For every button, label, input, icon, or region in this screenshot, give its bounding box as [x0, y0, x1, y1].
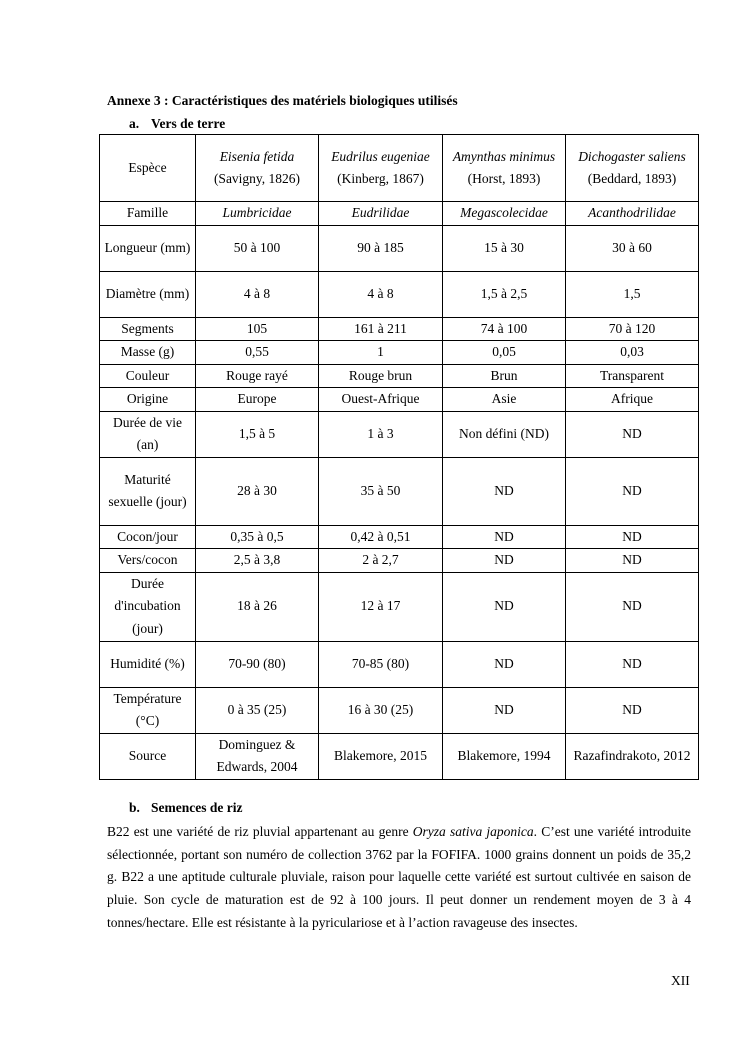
table-cell: ND [443, 572, 566, 641]
table-row [100, 733, 699, 779]
table-cell: 28 à 30 [196, 457, 319, 525]
species-cell [443, 135, 566, 202]
table-cell [566, 202, 699, 226]
row-label: Durée de vie (an) [100, 411, 196, 457]
table-cell: 35 à 50 [319, 457, 443, 525]
table-cell: 105 [196, 317, 319, 341]
species-cell [566, 135, 699, 202]
family-name: Eudrilidae [351, 205, 410, 220]
table-cell: 16 à 30 (25) [319, 687, 443, 733]
species-cell [196, 135, 319, 202]
table-cell: ND [566, 549, 699, 573]
paragraph-species: Oryza sativa japonica [412, 824, 534, 839]
section-b-title: Semences de riz [151, 800, 243, 815]
species-name: Eudrilus eugeniae [331, 148, 430, 164]
paragraph-part1: B22 est une variété de riz pluvial appartenant au genre [107, 824, 413, 839]
table-cell: 4 à 8 [196, 271, 319, 317]
table-cell: 4 à 8 [319, 271, 443, 317]
table-cell: 74 à 100 [443, 317, 566, 341]
table-cell: Europe [196, 388, 319, 412]
paragraph-part2: . C’est une variété introduite sélectionnée, portant son numéro de collection 3762 par la FOFIFA. 1000 grains donnent un poids de 35,2 g. B22 a une aptitude culturale pluviale, raison pour laquelle cette variété est surtout cultivée en saison de pluie. Son cycle de maturation est de 92 à 100 jours. Il peut donner un rendement moyen de 3 à 4 tonnes/hectare. Elle est résistante à la pyriculariose et à l’action ravageuse des insectes. [107, 824, 691, 930]
table-row [100, 549, 699, 573]
row-label: Durée d'incubation (jour) [100, 572, 196, 641]
table-row [100, 364, 699, 388]
family-name: Megascolecidae [460, 205, 548, 220]
row-label: Masse (g) [100, 341, 196, 365]
table-cell [443, 202, 566, 226]
table-row [100, 411, 699, 457]
table-cell: ND [566, 525, 699, 549]
table-cell: Blakemore, 2015 [319, 733, 443, 779]
table-cell: Rouge rayé [196, 364, 319, 388]
table-cell: ND [443, 457, 566, 525]
table-cell: ND [443, 687, 566, 733]
row-label: Température (°C) [100, 687, 196, 733]
table-cell: 1,5 à 5 [196, 411, 319, 457]
table-cell: Brun [443, 364, 566, 388]
table-cell: 0,55 [196, 341, 319, 365]
table-cell: Blakemore, 1994 [443, 733, 566, 779]
species-name: Amynthas minimus [452, 148, 556, 164]
table-cell: 0,42 à 0,51 [319, 525, 443, 549]
table-cell: ND [443, 641, 566, 687]
table-cell: Razafindrakoto, 2012 [566, 733, 699, 779]
table-cell: ND [566, 641, 699, 687]
table-cell: Dominguez & Edwards, 2004 [196, 733, 319, 779]
table-cell: 0,05 [443, 341, 566, 365]
table-cell: Transparent [566, 364, 699, 388]
table-cell: 0,35 à 0,5 [196, 525, 319, 549]
row-label: Origine [100, 388, 196, 412]
table-cell: 70 à 120 [566, 317, 699, 341]
table-header-row [100, 135, 699, 202]
species-authority: (Horst, 1893) [467, 171, 541, 186]
species-name: Dichogaster saliens [578, 148, 686, 164]
table-cell: ND [443, 525, 566, 549]
row-label: Source [100, 733, 196, 779]
table-row [100, 572, 699, 641]
section-a-number: a. [129, 116, 140, 131]
table-cell: ND [443, 549, 566, 573]
table-cell: 90 à 185 [319, 225, 443, 271]
table-cell: 70-85 (80) [319, 641, 443, 687]
row-label: Cocon/jour [100, 525, 196, 549]
table-row [100, 641, 699, 687]
header-label-cell: Espèce [100, 135, 196, 202]
section-b-number: b. [129, 800, 140, 815]
row-label: Segments [100, 317, 196, 341]
species-cell [319, 135, 443, 202]
table-row [100, 341, 699, 365]
table-row [100, 687, 699, 733]
table-cell: 1,5 [566, 271, 699, 317]
table-cell: 161 à 211 [319, 317, 443, 341]
table-row [100, 457, 699, 525]
table-cell [196, 202, 319, 226]
table-cell [319, 202, 443, 226]
section-b-heading [129, 800, 242, 816]
table-cell: Asie [443, 388, 566, 412]
table-cell: 1 à 3 [319, 411, 443, 457]
table-cell: 50 à 100 [196, 225, 319, 271]
table-row [100, 525, 699, 549]
table-cell: 0 à 35 (25) [196, 687, 319, 733]
table-cell: ND [566, 411, 699, 457]
species-name: Eisenia fetida [219, 148, 295, 164]
section-a-title: Vers de terre [151, 116, 226, 131]
table-cell: 18 à 26 [196, 572, 319, 641]
species-authority: (Kinberg, 1867) [337, 171, 424, 186]
table-row [100, 271, 699, 317]
table-cell: 15 à 30 [443, 225, 566, 271]
table-cell: ND [566, 457, 699, 525]
table-cell: 1 [319, 341, 443, 365]
table-cell: Non défini (ND) [443, 411, 566, 457]
rice-paragraph [107, 821, 691, 935]
table-cell: ND [566, 687, 699, 733]
section-a-heading [129, 116, 225, 132]
table-cell: Ouest-Afrique [319, 388, 443, 412]
table-row [100, 202, 699, 226]
family-name: Acanthodrilidae [588, 205, 676, 220]
table-cell: 30 à 60 [566, 225, 699, 271]
table-cell: Rouge brun [319, 364, 443, 388]
table-cell: 2 à 2,7 [319, 549, 443, 573]
row-label: Famille [100, 202, 196, 226]
row-label: Vers/cocon [100, 549, 196, 573]
table-cell: 2,5 à 3,8 [196, 549, 319, 573]
row-label: Longueur (mm) [100, 225, 196, 271]
family-name: Lumbricidae [222, 205, 292, 220]
table-cell: 70-90 (80) [196, 641, 319, 687]
page-number: XII [671, 973, 690, 988]
species-authority: (Beddard, 1893) [587, 171, 677, 186]
table-row [100, 317, 699, 341]
table-cell: ND [566, 572, 699, 641]
table-row [100, 388, 699, 412]
table-cell: 12 à 17 [319, 572, 443, 641]
table-row [100, 225, 699, 271]
table-cell: 1,5 à 2,5 [443, 271, 566, 317]
table-cell: Afrique [566, 388, 699, 412]
earthworm-table [99, 134, 699, 780]
table-cell: 0,03 [566, 341, 699, 365]
row-label: Diamètre (mm) [100, 271, 196, 317]
species-authority: (Savigny, 1826) [213, 171, 301, 186]
row-label: Humidité (%) [100, 641, 196, 687]
row-label: Couleur [100, 364, 196, 388]
annex-title: Annexe 3 : Caractéristiques des matériels biologiques utilisés [107, 93, 458, 108]
row-label: Maturité sexuelle (jour) [100, 457, 196, 525]
